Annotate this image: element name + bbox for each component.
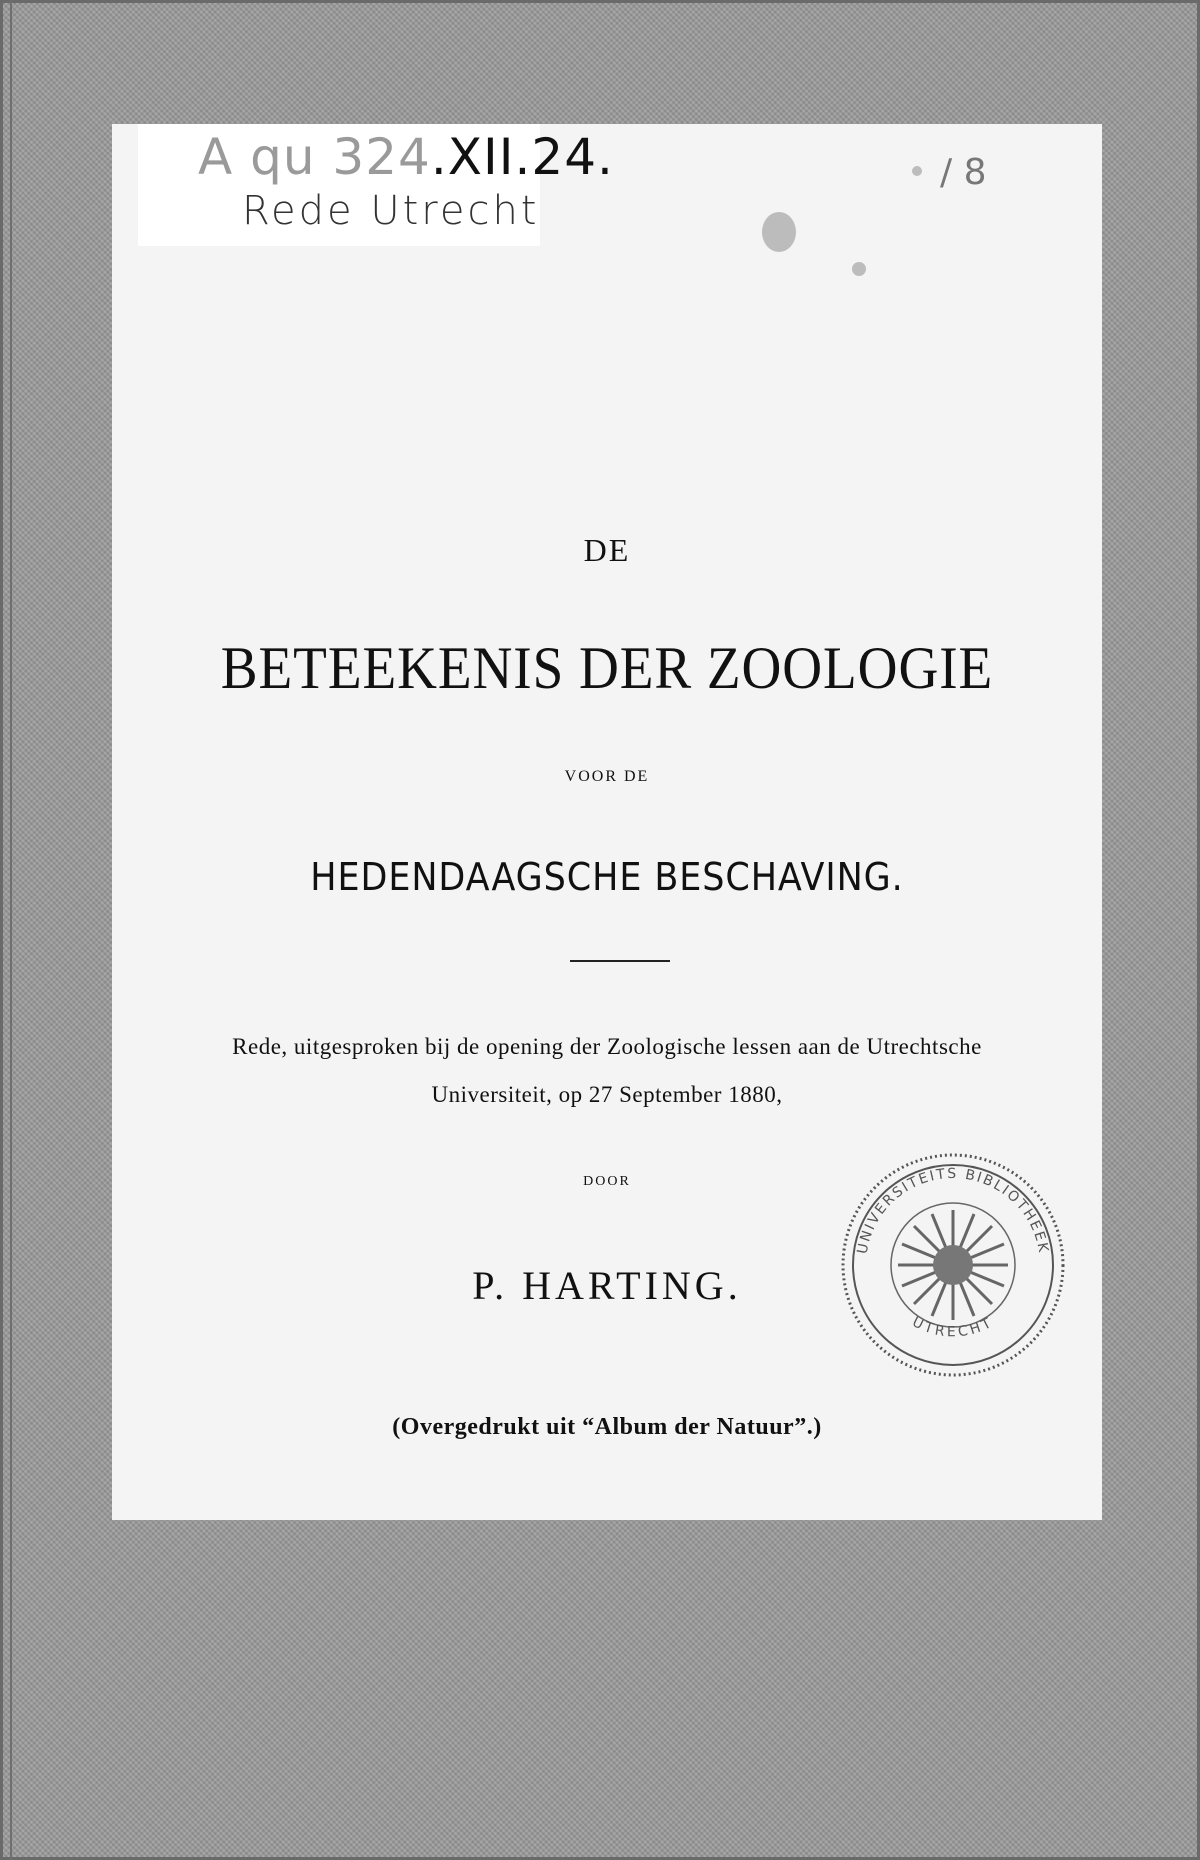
rede-line-1: Rede, uitgesproken bij de opening der Zoologische lessen aan de Utrechtsche: [232, 1034, 982, 1059]
pencil-mark: / 8: [940, 152, 987, 193]
reprint-note: (Overgedrukt uit “Album der Natuur”.): [392, 1414, 822, 1440]
stamp-text-bottom: UTRECHT: [909, 1314, 997, 1341]
title-voor-de: VOOR DE: [564, 768, 650, 785]
door-label: DOOR: [583, 1174, 631, 1189]
main-title: BETEEKENIS DER ZOOLOGIE: [220, 635, 994, 701]
shelf-mark-label: [138, 124, 614, 246]
cover-edge-line: [10, 0, 12, 1860]
rede-line-2: Universiteit, op 27 September 1880,: [431, 1082, 783, 1107]
shelf-mark-faded-prefix: A qu 324: [198, 128, 431, 186]
stamp-text-top: UNIVERSITEITS BIBLIOTHEEK: [854, 1165, 1052, 1256]
author-name: P. HARTING.: [472, 1263, 742, 1308]
library-stamp: [836, 1148, 1070, 1382]
paper-spot-3: [912, 166, 922, 176]
shelf-mark-line-1: [198, 128, 614, 186]
subtitle: HEDENDAAGSCHE BESCHAVING.: [310, 855, 904, 899]
shelf-mark-call-number: .XII.24.: [430, 128, 614, 186]
divider-rule: [570, 960, 670, 962]
paper-spot-2: [852, 262, 866, 276]
title-de: DE: [583, 532, 631, 568]
paper-spot-1: [762, 212, 796, 252]
shelf-mark-line-2: Rede Utrecht: [242, 188, 540, 234]
